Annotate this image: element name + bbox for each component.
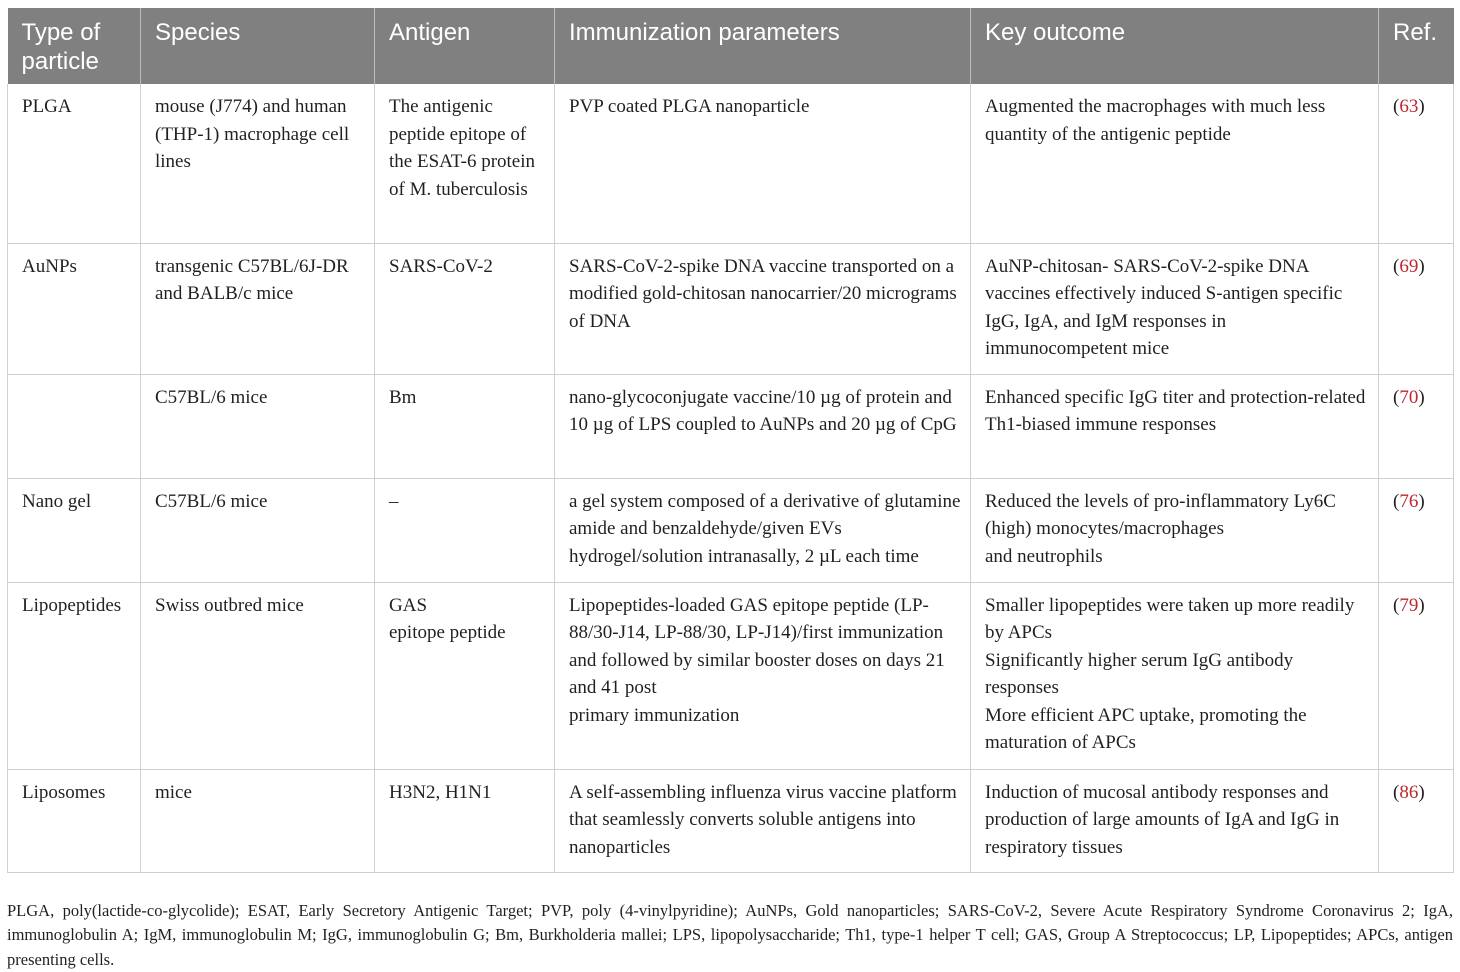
ref-link[interactable]: 70: [1399, 387, 1418, 408]
cell-outcome: Induction of mucosal antibody responses and production of large amounts of IgA and IgG in respiratory tissues: [971, 769, 1379, 872]
table-header-row: [8, 8, 1454, 84]
cell-species: Swiss outbred mice: [141, 582, 375, 769]
cell-outcome: Enhanced specific IgG titer and protection-related Th1-biased immune responses: [971, 374, 1379, 478]
outcome-line: Reduced the levels of pro-inflammatory Ly6C (high) monocytes/macrophages: [985, 488, 1370, 543]
cell-antigen: H3N2, H1N1: [375, 769, 555, 872]
parameters-line: Lipopeptides-loaded GAS epitope peptide (LP-88/30-J14, LP-88/30, LP-J14)/first immunization and followed by similar booster doses on days 21 and 41 post: [569, 592, 962, 702]
header-species: Species: [141, 8, 375, 84]
table-row: [8, 84, 1454, 243]
nanoparticle-vaccine-table: [7, 8, 1454, 873]
cell-type: AuNPs: [8, 243, 141, 374]
cell-species: C57BL/6 mice: [141, 374, 375, 478]
cell-type: Liposomes: [8, 769, 141, 872]
cell-antigen: [375, 582, 555, 769]
cell-type: Nano gel: [8, 478, 141, 582]
cell-parameters: SARS-CoV-2-spike DNA vaccine transported on a modified gold-chitosan nanocarrier/20 micrograms of DNA: [555, 243, 971, 374]
cell-antigen: SARS-CoV-2: [375, 243, 555, 374]
header-type-of-particle: Type of particle: [8, 8, 141, 84]
cell-outcome: [971, 478, 1379, 582]
table-row: [8, 582, 1454, 769]
outcome-line: Significantly higher serum IgG antibody responses: [985, 647, 1370, 702]
header-immunization-parameters: Immunization parameters: [555, 8, 971, 84]
outcome-line: Smaller lipopeptides were taken up more readily by APCs: [985, 592, 1370, 647]
table-footnote: PLGA, poly(lactide-co-glycolide); ESAT, Early Secretory Antigenic Target; PVP, poly (4-vinylpyridine); AuNPs, Gold nanoparticles; SARS-CoV-2, Severe Acute Respiratory Syndrome Coronavirus 2; IgA, immunoglobulin A; IgM, immunoglobulin M; IgG, immunoglobulin G; Bm, Burkholderia mallei; LPS, lipopolysaccharide; Th1, type-1 helper T cell; GAS, Group A Streptococcus; LP, Lipopeptides; APCs, antigen presenting cells.: [7, 899, 1453, 972]
cell-outcome: AuNP-chitosan- SARS-CoV-2-spike DNA vaccines effectively induced S-antigen specific IgG, IgA, and IgM responses in immunocompetent mice: [971, 243, 1379, 374]
outcome-line: More efficient APC uptake, promoting the maturation of APCs: [985, 702, 1370, 757]
table-row: [8, 374, 1454, 478]
ref-link[interactable]: 86: [1399, 782, 1418, 803]
antigen-line: GAS: [389, 592, 546, 620]
data-table-container: [7, 8, 1453, 873]
cell-type: PLGA: [8, 84, 141, 243]
cell-outcome: Augmented the macrophages with much less quantity of the antigenic peptide: [971, 84, 1379, 243]
cell-antigen: –: [375, 478, 555, 582]
cell-type: Lipopeptides: [8, 582, 141, 769]
parameters-line: primary immunization: [569, 702, 962, 730]
cell-species: mouse (J774) and human (THP-1) macrophage cell lines: [141, 84, 375, 243]
header-ref: Ref.: [1379, 8, 1454, 84]
cell-ref: (86): [1379, 769, 1454, 872]
ref-link[interactable]: 76: [1399, 491, 1418, 512]
cell-type: [8, 374, 141, 478]
outcome-line: and neutrophils: [985, 543, 1370, 571]
table-row: [8, 478, 1454, 582]
cell-antigen: The antigenic peptide epitope of the ESAT-6 protein of M. tuberculosis: [375, 84, 555, 243]
cell-outcome: [971, 582, 1379, 769]
cell-parameters: [555, 582, 971, 769]
cell-parameters: a gel system composed of a derivative of glutamine amide and benzaldehyde/given EVs hydrogel/solution intranasally, 2 µL each time: [555, 478, 971, 582]
cell-antigen: Bm: [375, 374, 555, 478]
cell-species: transgenic C57BL/6J-DR and BALB/c mice: [141, 243, 375, 374]
cell-ref: (63): [1379, 84, 1454, 243]
cell-parameters: nano-glycoconjugate vaccine/10 µg of protein and 10 µg of LPS coupled to AuNPs and 20 µg of CpG: [555, 374, 971, 478]
cell-parameters: A self-assembling influenza virus vaccine platform that seamlessly converts soluble antigens into nanoparticles: [555, 769, 971, 872]
cell-ref: (69): [1379, 243, 1454, 374]
antigen-line: epitope peptide: [389, 619, 546, 647]
cell-parameters: PVP coated PLGA nanoparticle: [555, 84, 971, 243]
cell-ref: (70): [1379, 374, 1454, 478]
cell-ref: (76): [1379, 478, 1454, 582]
ref-link[interactable]: 79: [1399, 595, 1418, 616]
ref-link[interactable]: 63: [1399, 96, 1418, 117]
header-key-outcome: Key outcome: [971, 8, 1379, 84]
cell-ref: (79): [1379, 582, 1454, 769]
header-antigen: Antigen: [375, 8, 555, 84]
ref-link[interactable]: 69: [1399, 256, 1418, 277]
table-row: [8, 243, 1454, 374]
cell-species: C57BL/6 mice: [141, 478, 375, 582]
cell-species: mice: [141, 769, 375, 872]
table-row: [8, 769, 1454, 872]
